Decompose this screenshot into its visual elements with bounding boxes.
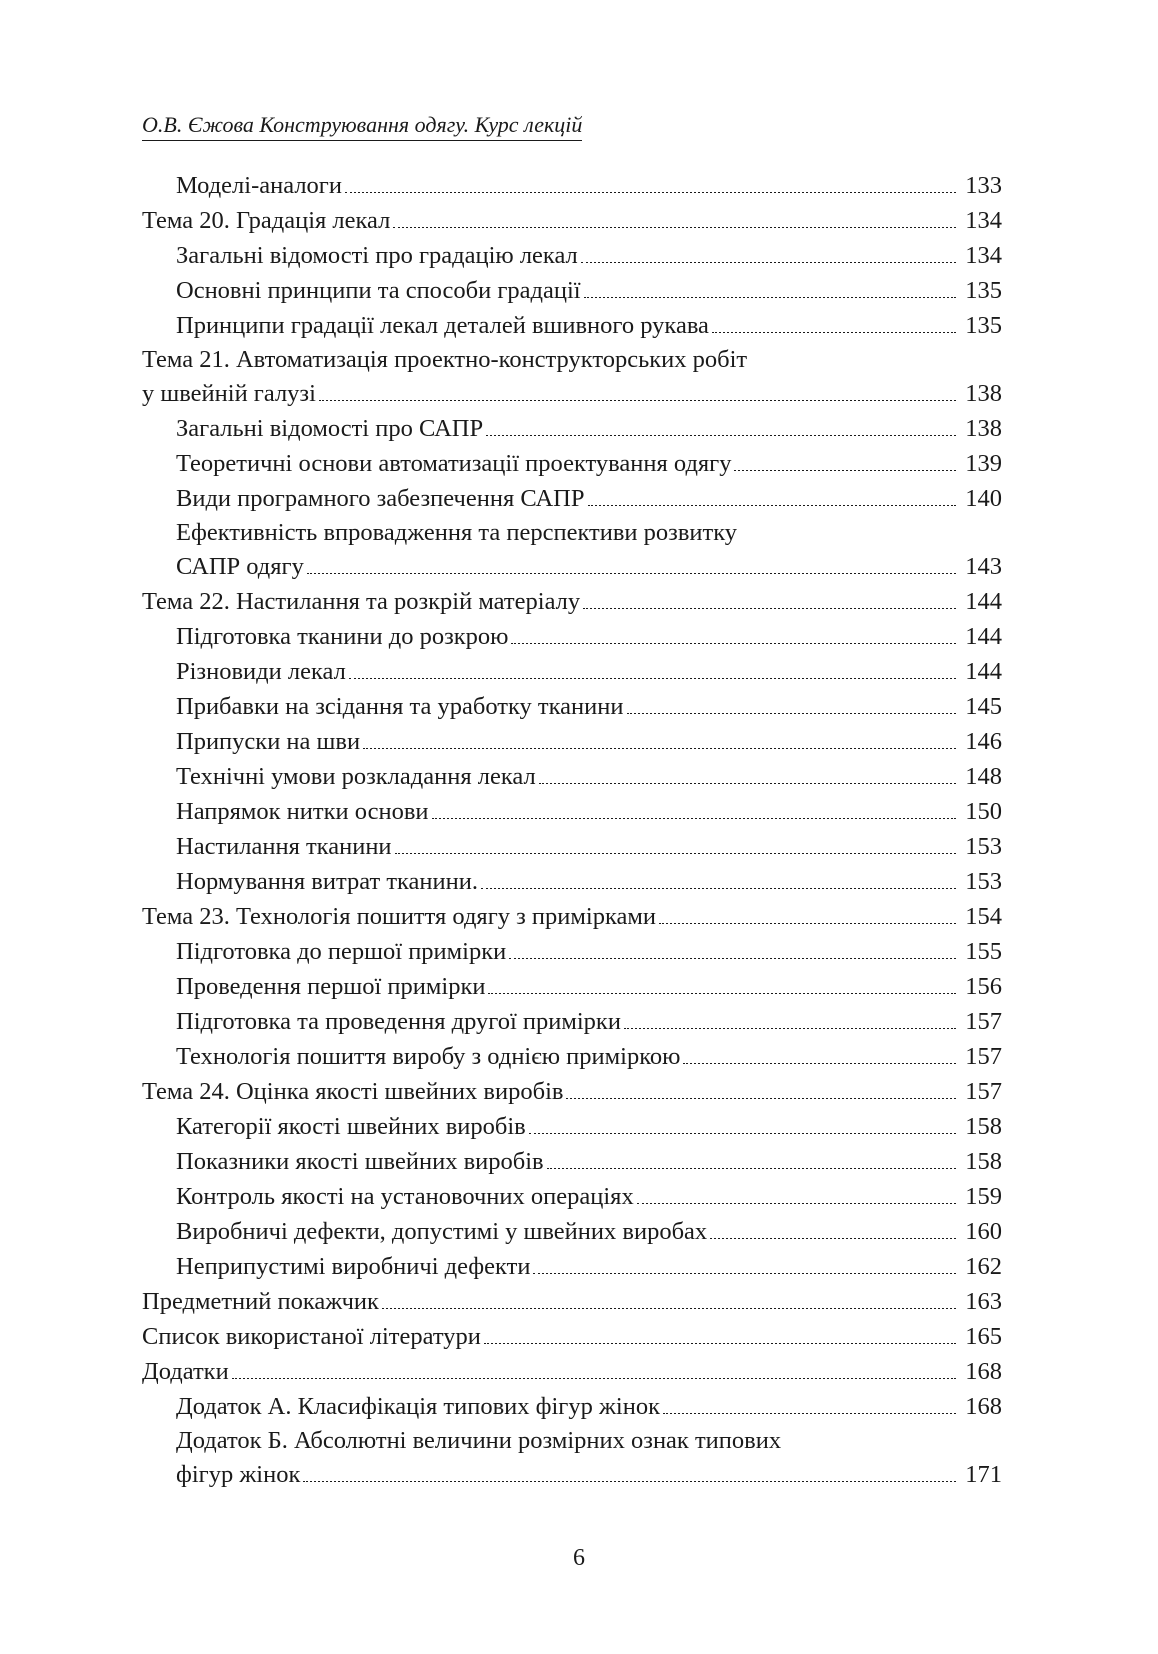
- toc-entry: [142, 864, 1002, 899]
- dot-leader: [349, 678, 956, 679]
- toc-entry-page: 168: [965, 1393, 1002, 1420]
- toc-entry-title: Прибавки на зсідання та уработку тканини: [176, 693, 624, 720]
- toc-entry-page: 153: [965, 833, 1002, 860]
- toc-entry-title: Проведення першої примірки: [176, 973, 486, 1000]
- toc-entry: [142, 1144, 1002, 1179]
- toc-entry-title: Тема 24. Оцінка якості швейних виробів: [142, 1078, 564, 1105]
- toc-entry-title: Контроль якості на установочних операціях: [176, 1183, 634, 1210]
- dot-leader: [484, 1343, 956, 1344]
- toc-entry: [142, 446, 1002, 481]
- toc-entry-title: Основні принципи та способи градації: [176, 277, 581, 304]
- toc-entry-page: 138: [965, 380, 1002, 407]
- toc-entry-page: 156: [965, 973, 1002, 1000]
- toc-entry-page: 134: [965, 207, 1002, 234]
- toc-entry: [142, 376, 1002, 411]
- toc-entry-page: 145: [965, 693, 1002, 720]
- toc-entry-page: 144: [965, 658, 1002, 685]
- toc-entry-title: Тема 22. Настилання та розкрій матеріалу: [142, 588, 581, 615]
- toc-entry-page: 162: [965, 1253, 1002, 1280]
- toc-entry-title: Додаток А. Класифікація типових фігур жінок: [176, 1393, 660, 1420]
- dot-leader: [663, 1413, 956, 1414]
- toc-entry-page: 144: [965, 588, 1002, 615]
- dot-leader: [734, 470, 956, 471]
- dot-leader: [488, 993, 956, 994]
- toc-entry: [142, 273, 1002, 308]
- toc-entry-page: 155: [965, 938, 1002, 965]
- toc-entry-title: Напрямок нитки основи: [176, 798, 429, 825]
- toc-entry: [142, 481, 1002, 516]
- toc-entry: [142, 168, 1002, 203]
- toc-entry-title: Технологія пошиття виробу з однією приміркою: [176, 1043, 681, 1070]
- toc-entry: [142, 1354, 1002, 1389]
- dot-leader: [566, 1098, 956, 1099]
- toc-entry-page: 139: [965, 450, 1002, 477]
- toc-entry-page: 135: [965, 312, 1002, 339]
- toc-entry-page: 138: [965, 415, 1002, 442]
- toc-entry: [142, 308, 1002, 343]
- toc-entry-title: Тема 23. Технологія пошиття одягу з примірками: [142, 903, 656, 930]
- toc-entry-title: Підготовка тканини до розкрою: [176, 623, 509, 650]
- dot-leader: [382, 1308, 956, 1309]
- toc-entry: [142, 1424, 1002, 1457]
- toc-entry: [142, 1214, 1002, 1249]
- toc-entry: [142, 1039, 1002, 1074]
- toc-entry-page: 158: [965, 1113, 1002, 1140]
- toc-entry-title: Підготовка та проведення другої примірки: [176, 1008, 621, 1035]
- toc-entry-page: 158: [965, 1148, 1002, 1175]
- toc-entry: [142, 1249, 1002, 1284]
- dot-leader: [637, 1203, 956, 1204]
- toc-entry-page: 159: [965, 1183, 1002, 1210]
- toc-entry-title: Тема 21. Автоматизація проектно-конструкторських робіт: [142, 346, 748, 373]
- dot-leader: [511, 643, 956, 644]
- dot-leader: [363, 748, 956, 749]
- dot-leader: [588, 505, 957, 506]
- toc-entry: [142, 724, 1002, 759]
- dot-leader: [581, 262, 956, 263]
- toc-entry-title: Припуски на шви: [176, 728, 361, 755]
- toc-entry-page: 165: [965, 1323, 1002, 1350]
- toc-entry-title: Тема 20. Градація лекал: [142, 207, 391, 234]
- toc-entry-title: Виробничі дефекти, допустимі у швейних виробах: [176, 1218, 708, 1245]
- toc-entry-title: Різновиди лекал: [176, 658, 346, 685]
- toc-entry: [142, 794, 1002, 829]
- dot-leader: [345, 192, 956, 193]
- toc-entry-page: 134: [965, 242, 1002, 269]
- dot-leader: [683, 1063, 956, 1064]
- toc-entry: [142, 516, 1002, 549]
- dot-leader: [533, 1273, 956, 1274]
- toc-entry-page: 168: [965, 1358, 1002, 1385]
- dot-leader: [486, 435, 956, 436]
- toc-entry-title: Показники якості швейних виробів: [176, 1148, 544, 1175]
- toc-entry: [142, 203, 1002, 238]
- toc-entry-page: 148: [965, 763, 1002, 790]
- dot-leader: [539, 783, 956, 784]
- table-of-contents: [142, 168, 1002, 1492]
- toc-entry-page: 146: [965, 728, 1002, 755]
- toc-entry-title: Список використаної літератури: [142, 1323, 481, 1350]
- toc-entry-page: 143: [965, 553, 1002, 580]
- dot-leader: [712, 332, 956, 333]
- dot-leader: [710, 1238, 956, 1239]
- toc-entry-title: Теоретичні основи автоматизації проектування одягу: [176, 450, 732, 477]
- dot-leader: [303, 1481, 956, 1482]
- toc-entry-title: Настилання тканини: [176, 833, 392, 860]
- toc-entry-title: Нормування витрат тканини.: [176, 868, 479, 895]
- toc-entry-page: 157: [965, 1043, 1002, 1070]
- dot-leader: [432, 818, 956, 819]
- toc-entry: [142, 1457, 1002, 1492]
- dot-leader: [232, 1378, 956, 1379]
- toc-entry-page: 157: [965, 1008, 1002, 1035]
- toc-entry: [142, 238, 1002, 273]
- toc-entry: [142, 1389, 1002, 1424]
- toc-entry: [142, 1109, 1002, 1144]
- dot-leader: [547, 1168, 956, 1169]
- dot-leader: [395, 853, 956, 854]
- toc-entry-title: Загальні відомості про градацію лекал: [176, 242, 578, 269]
- toc-entry-title: Види програмного забезпечення САПР: [176, 485, 585, 512]
- toc-entry-page: 157: [965, 1078, 1002, 1105]
- toc-entry: [142, 1179, 1002, 1214]
- page-number: 6: [573, 1545, 585, 1571]
- dot-leader: [529, 1133, 956, 1134]
- toc-entry: [142, 689, 1002, 724]
- toc-entry-page: 133: [965, 172, 1002, 199]
- toc-entry-title: Моделі-аналоги: [176, 172, 342, 199]
- toc-entry: [142, 1004, 1002, 1039]
- toc-entry: [142, 969, 1002, 1004]
- toc-entry: [142, 411, 1002, 446]
- running-header: О.В. Єжова Конструювання одягу. Курс лекцій: [142, 112, 582, 141]
- toc-entry-title: Технічні умови розкладання лекал: [176, 763, 536, 790]
- toc-entry-title: Предметний покажчик: [142, 1288, 379, 1315]
- toc-entry-title: фігур жінок: [176, 1461, 301, 1488]
- toc-entry-title: Додатки: [142, 1358, 229, 1385]
- toc-entry: [142, 759, 1002, 794]
- toc-entry-title: Принципи градації лекал деталей вшивного рукава: [176, 312, 709, 339]
- toc-entry: [142, 829, 1002, 864]
- toc-entry: [142, 584, 1002, 619]
- toc-entry: [142, 1319, 1002, 1354]
- toc-entry-page: 163: [965, 1288, 1002, 1315]
- toc-entry-title: Ефективність впровадження та перспективи розвитку: [176, 519, 738, 546]
- dot-leader: [624, 1028, 956, 1029]
- toc-entry-page: 140: [965, 485, 1002, 512]
- dot-leader: [319, 400, 956, 401]
- toc-entry: [142, 654, 1002, 689]
- dot-leader: [307, 573, 956, 574]
- dot-leader: [393, 227, 956, 228]
- toc-entry: [142, 899, 1002, 934]
- toc-entry-page: 171: [965, 1461, 1002, 1488]
- toc-entry-title: Загальні відомості про САПР: [176, 415, 484, 442]
- toc-entry: [142, 549, 1002, 584]
- toc-entry: [142, 1074, 1002, 1109]
- toc-entry-title: Додаток Б. Абсолютні величини розмірних ознак типових: [176, 1427, 782, 1454]
- toc-entry-title: Підготовка до першої примірки: [176, 938, 507, 965]
- toc-entry-page: 154: [965, 903, 1002, 930]
- toc-entry-title: САПР одягу: [176, 553, 304, 580]
- dot-leader: [509, 958, 956, 959]
- toc-entry-page: 144: [965, 623, 1002, 650]
- toc-entry-page: 160: [965, 1218, 1002, 1245]
- toc-entry-title: Категорії якості швейних виробів: [176, 1113, 526, 1140]
- toc-entry-title: у швейній галузі: [142, 380, 316, 407]
- dot-leader: [584, 297, 956, 298]
- dot-leader: [659, 923, 956, 924]
- toc-entry: [142, 1284, 1002, 1319]
- toc-entry: [142, 619, 1002, 654]
- toc-entry-title: Неприпустимі виробничі дефекти: [176, 1253, 531, 1280]
- toc-entry: [142, 934, 1002, 969]
- toc-entry-page: 153: [965, 868, 1002, 895]
- dot-leader: [481, 888, 956, 889]
- dot-leader: [627, 713, 957, 714]
- toc-entry: [142, 343, 1002, 376]
- toc-entry-page: 150: [965, 798, 1002, 825]
- toc-entry-page: 135: [965, 277, 1002, 304]
- dot-leader: [583, 608, 956, 609]
